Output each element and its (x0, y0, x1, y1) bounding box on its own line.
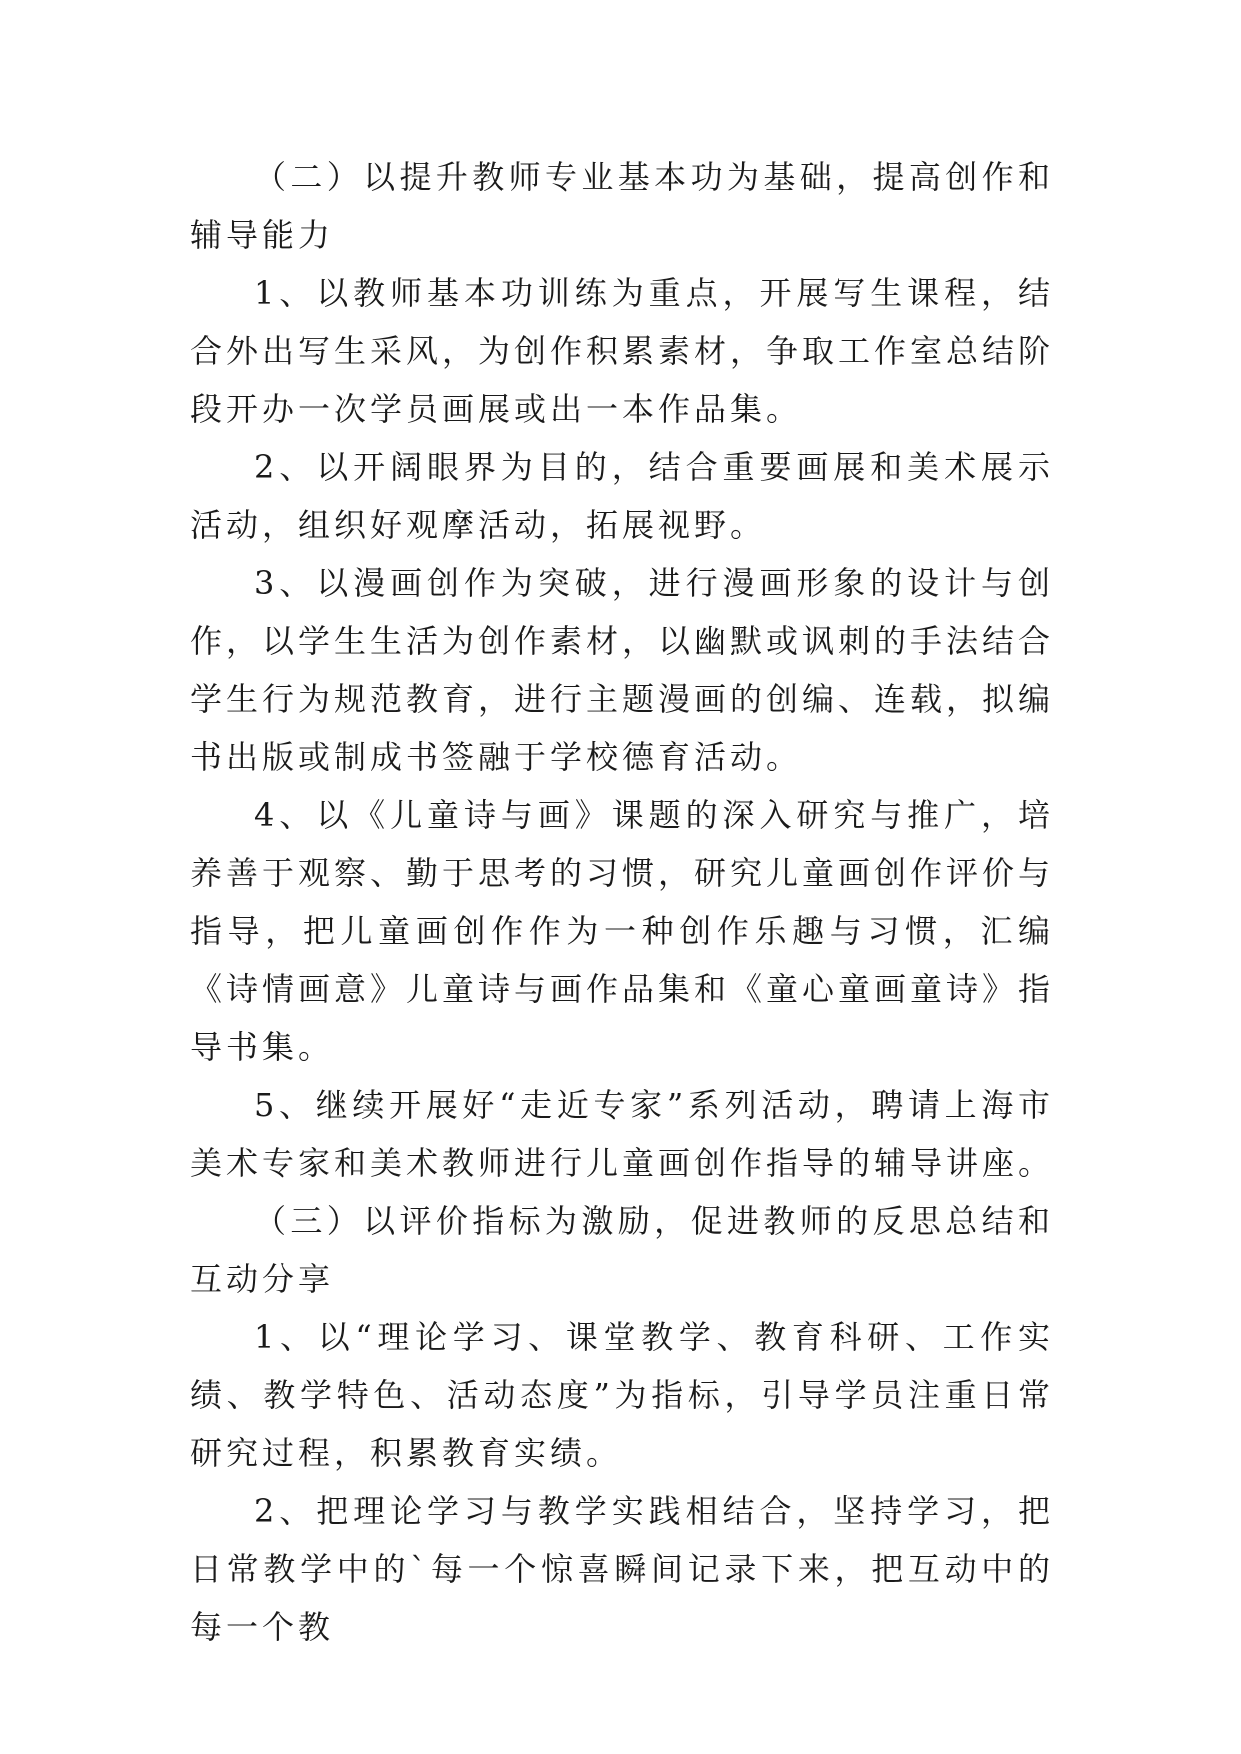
paragraph-item-3-1: 1、以“理论学习、课堂教学、教育科研、工作实绩、教学特色、活动态度”为指标，引导学员注重日常研究过程，积累教育实绩。 (190, 1318, 1054, 1472)
paragraph-item-3: 3、以漫画创作为突破，进行漫画形象的设计与创作，以学生生活为创作素材，以幽默或讽刺的手法结合学生行为规范教育，进行主题漫画的创编、连载，拟编书出版或制成书签融于学校德育活动。 (190, 564, 1055, 776)
document-body (190, 148, 1054, 1656)
paragraph-item-3-2: 2、把理论学习与教学实践相结合，坚持学习，把日常教学中的`每一个惊喜瞬间记录下来，把互动中的每一个教 (190, 1492, 1054, 1646)
paragraph-item-2: 2、以开阔眼界为目的，结合重要画展和美术展示活动，组织好观摩活动，拓展视野。 (190, 448, 1054, 544)
paragraph-item-1: 1、以教师基本功训练为重点，开展写生课程，结合外出写生采风，为创作积累素材，争取工作室总结阶段开办一次学员画展或出一本作品集。 (190, 274, 1055, 428)
paragraph-item-4: 4、以《儿童诗与画》课题的深入研究与推广，培养善于观察、勤于思考的习惯，研究儿童画创作评价与指导，把儿童画创作作为一种创作乐趣与习惯，汇编《诗情画意》儿童诗与画作品集和《童心童画童诗》指导书集。 (190, 796, 1055, 1066)
section-heading-3: （三）以评价指标为激励，促进教师的反思总结和互动分享 (190, 1202, 1054, 1298)
paragraph-item-5: 5、继续开展好“走近专家”系列活动，聘请上海市美术专家和美术教师进行儿童画创作指导的辅导讲座。 (190, 1086, 1055, 1182)
section-heading-2: （二）以提升教师专业基本功为基础，提高创作和辅导能力 (190, 158, 1054, 254)
